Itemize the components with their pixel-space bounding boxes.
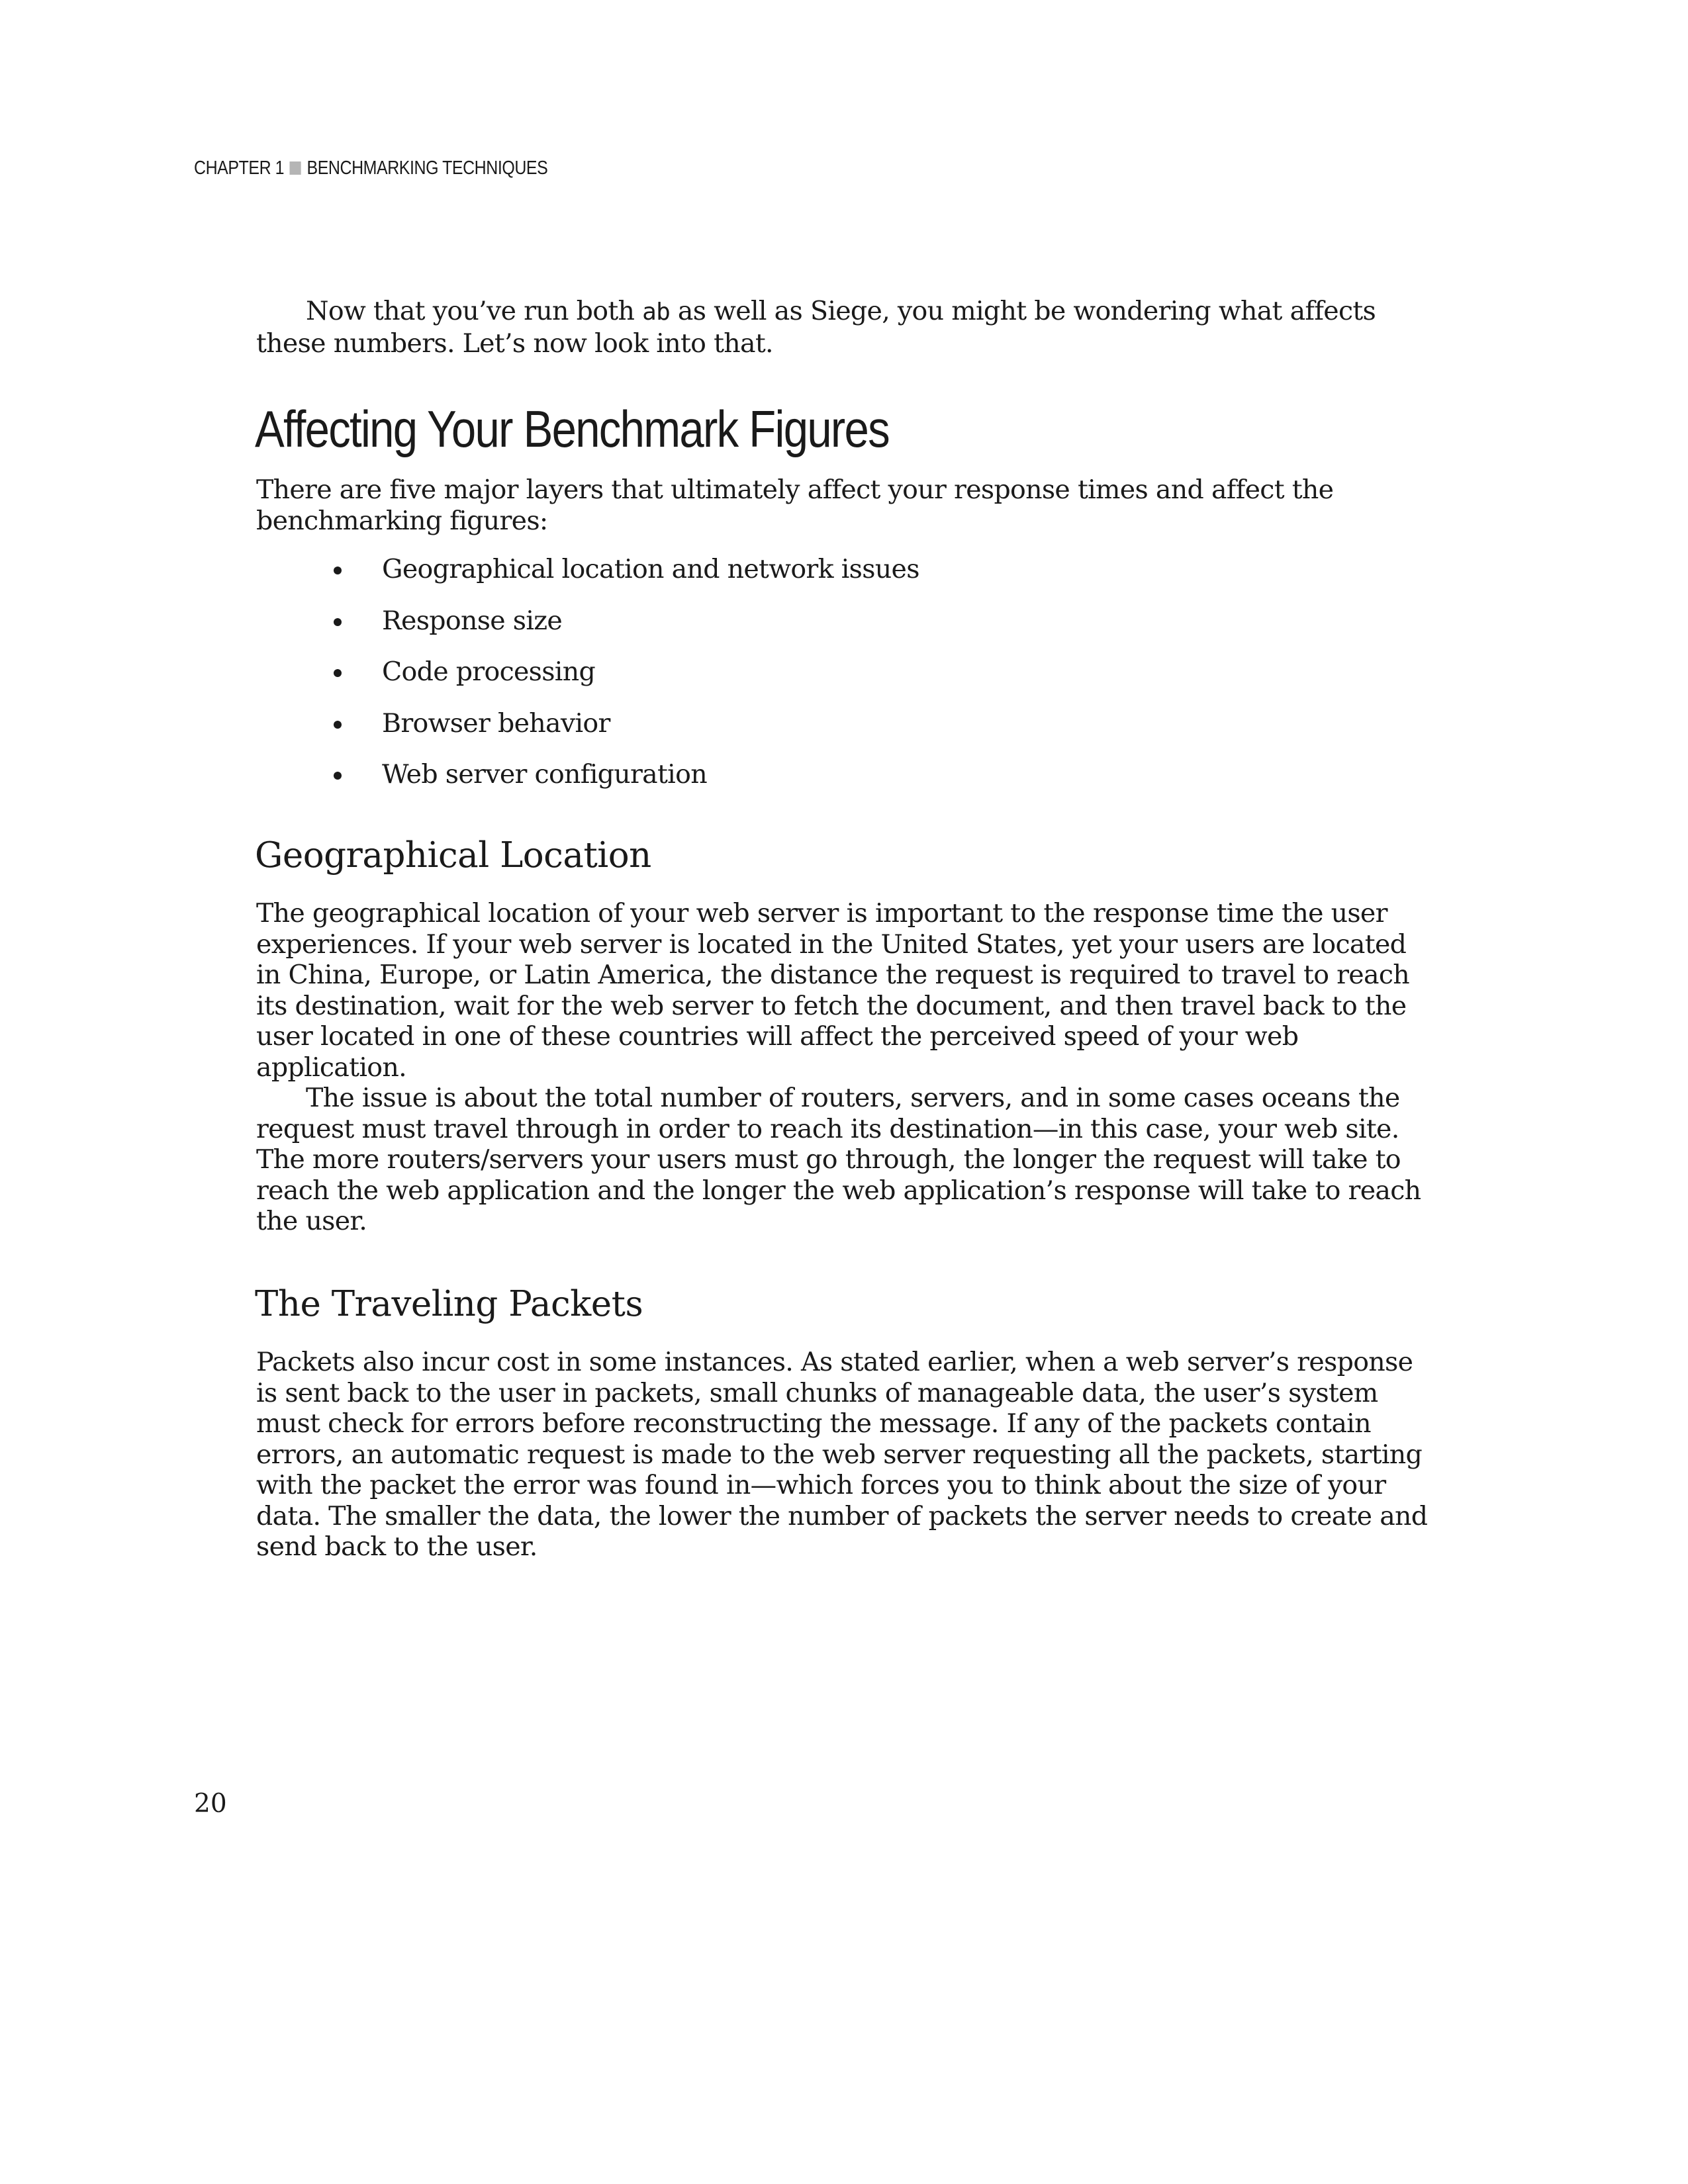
running-head-title: BENCHMARKING TECHNIQUES <box>306 158 548 179</box>
inline-code-ab: ab <box>642 298 671 326</box>
list-item: Response size <box>328 606 919 657</box>
section-heading: Affecting Your Benchmark Figures <box>255 400 889 458</box>
section-lead-paragraph: There are five major layers that ultimately affect your response times and affect the benchmarking figures: <box>256 475 1334 536</box>
list-item: Code processing <box>328 657 919 708</box>
geo-paragraph-1: The geographical location of your web server is important to the response time the user experiences. If your web server is located in the United States, yet your users are located in China, Europe, or Latin America, the distance the request is required to travel to reach its destination, wait for the web server to fetch the document, and then travel back to the user located in one of these countries will affect the perceived speed of your web application. <box>256 898 1409 1083</box>
intro-paragraph <box>256 296 1434 359</box>
intro-text-start: Now that you’ve run both <box>306 296 643 326</box>
separator-square-icon <box>290 161 301 175</box>
geo-paragraph-2: The issue is about the total number of routers, servers, and in some cases oceans the request must travel through in order to reach its destination—in this case, your web site. The more routers/servers your users must go through, the longer the request will take to reach the web application and the longer the web application’s response will take to reach the user. <box>256 1083 1421 1236</box>
running-head-chapter: CHAPTER 1 <box>194 158 285 179</box>
geo-heading: Geographical Location <box>255 835 651 876</box>
running-head <box>194 158 547 179</box>
packets-heading: The Traveling Packets <box>255 1284 643 1324</box>
intro-text-end: as well as Siege, you might be wondering what affects these numbers. Let’s now look into that. <box>256 296 1376 359</box>
packets-paragraph: Packets also incur cost in some instances. As stated earlier, when a web server’s response is sent back to the user in packets, small chunks of manageable data, the user’s system must check for errors before reconstructing the message. If any of the packets contain errors, an automatic request is made to the web server requesting all the packets, starting with the packet the error was found in—which forces you to think about the size of your data. The smaller the data, the lower the number of packets the server needs to create and send back to the user. <box>256 1347 1428 1562</box>
list-item: Web server configuration <box>328 759 919 811</box>
list-item: Browser behavior <box>328 708 919 760</box>
layers-bullet-list <box>328 554 919 811</box>
page-number: 20 <box>194 1789 227 1819</box>
list-item: Geographical location and network issues <box>328 554 919 606</box>
